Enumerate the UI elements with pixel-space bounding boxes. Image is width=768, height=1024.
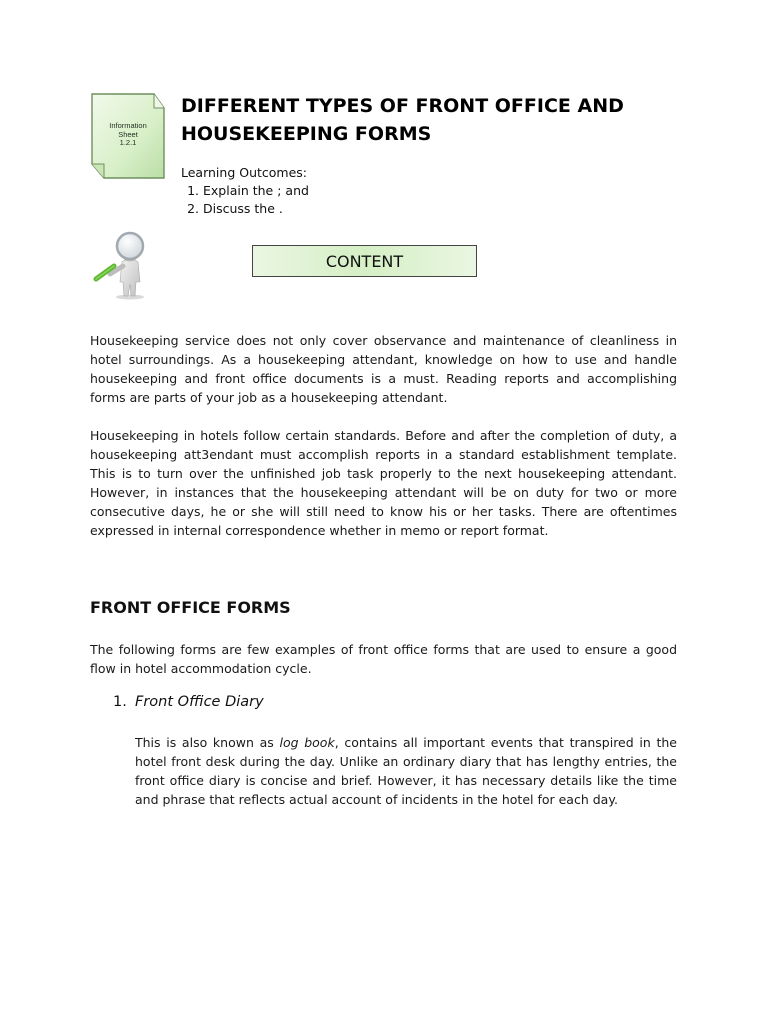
- content-banner-label: CONTENT: [325, 251, 404, 271]
- learning-outcome-item: 2. Discuss the .: [203, 200, 581, 218]
- list-item-title: Front Office Diary: [135, 694, 264, 710]
- description-emphasis: log book: [279, 735, 335, 750]
- page-title: [181, 92, 701, 148]
- list-item-description: [135, 733, 677, 809]
- badge-line-2: Sheet: [118, 129, 138, 139]
- page-title-line-2: HOUSEKEEPING FORMS: [181, 123, 432, 145]
- learning-outcomes-heading: Learning Outcomes:: [181, 165, 308, 180]
- badge-label: [96, 122, 160, 148]
- information-sheet-badge: [90, 92, 166, 180]
- magnifying-glass-person-icon: [90, 224, 164, 300]
- section-intro-paragraph: The following forms are few examples of front office forms that are used to ensure a good flow in hotel accommodation cycle.: [90, 642, 677, 676]
- learning-outcomes: [181, 164, 581, 218]
- description-text: , contains all important events that transpired in the hotel front desk during the day. Unlike an ordinary diary that has lengthy entries, the front office diary is concise and brief. However, it has necessary details like the time and phrase that reflects actual account of incidents in the hotel for each day.: [135, 735, 677, 807]
- standards-paragraph: Housekeeping in hotels follow certain standards. Before and after the completion of duty, a housekeeping att3endant must accomplish reports in a standard establishment template. This is to turn over the unfinished job task properly to the next housekeeping attendant. However, in instances that the housekeeping attendant will be on duty for two or more consecutive days, he or she will still need to know his or her tasks. There are oftentimes expressed in internal correspondence whether in memo or report format.: [90, 428, 677, 538]
- page-title-line-1: DIFFERENT TYPES OF FRONT OFFICE AND: [181, 95, 624, 117]
- badge-line-3: 1.2.1: [119, 138, 137, 147]
- list-item-number: 1.: [113, 694, 127, 710]
- content-banner: [252, 245, 477, 277]
- description-text: This is also known as: [135, 735, 280, 750]
- intro-paragraph: Housekeeping service does not only cover observance and maintenance of cleanliness in hotel surroundings. As a housekeeping attendant, knowledge on how to use and handle housekeeping and front office documents is a must. Reading reports and accomplishing forms are parts of your job as a housekeeping attendant.: [90, 333, 677, 405]
- badge-line-1: Information: [109, 121, 147, 130]
- learning-outcomes-list: [181, 182, 581, 218]
- learning-outcome-item: 1. Explain the ; and: [203, 182, 581, 200]
- section-heading: FRONT OFFICE FORMS: [90, 598, 291, 617]
